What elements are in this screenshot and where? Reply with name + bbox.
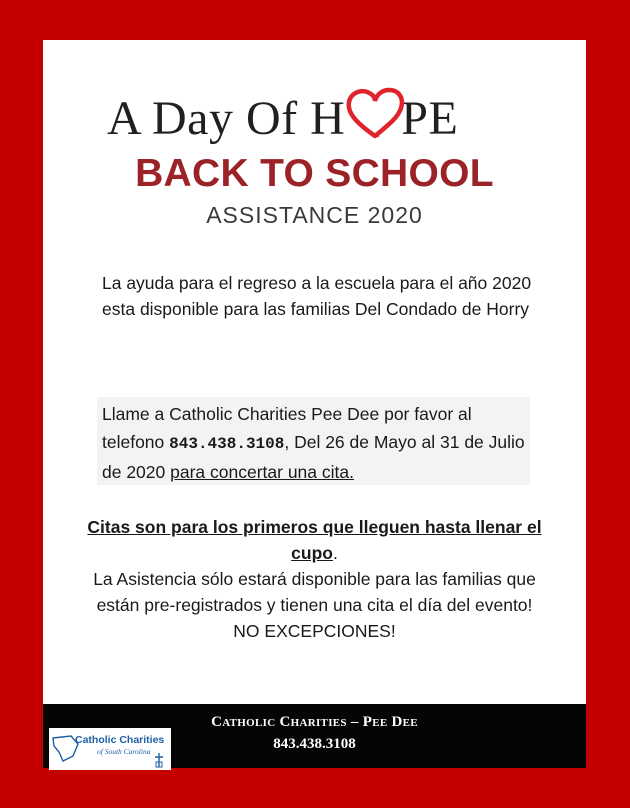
page-title: BACK TO SCHOOL [135,152,494,195]
notice-line-1: La Asistencia sólo estará disponible para las familias que están pre-registrados y tienen una cita el día del evento! [93,569,536,615]
cross-icon [153,752,165,768]
logo-text-start: A Day Of H [107,92,346,145]
logo-text-end: PE [401,92,459,145]
contact-lead: Llame a Catholic Charities Pee Dee por favor al telefono [102,404,472,452]
contact-cta: para concertar una cita. [170,462,354,482]
contact-paragraph [97,397,530,485]
a-day-of-hope-logo [107,84,507,146]
flyer-page [43,40,586,768]
notice-paragraph [73,514,556,644]
footer-bar [43,704,586,768]
logo-org-sub: of South Carolina [97,747,151,756]
footer-org-name: Catholic Charities – Pee Dee [211,714,418,730]
page-subtitle: ASSISTANCE 2020 [206,202,423,228]
notice-period: . [332,543,338,563]
contact-phone: 843.438.3108 [169,435,285,453]
catholic-charities-logo [49,728,171,770]
logo-org-name: Catholic Charities [75,734,165,746]
footer-phone: 843.438.3108 [273,736,356,752]
heart-icon [345,90,403,140]
notice-emphasis: Citas son para los primeros que lleguen hasta llenar el cupo [87,517,542,563]
notice-line-2: NO EXCEPCIONES! [233,621,396,641]
contact-dates: , Del 26 de Mayo al 31 de Julio de 2020 [102,432,525,482]
intro-paragraph: La ayuda para el regreso a la escuela para el año 2020 esta disponible para las familias Del Condado de Horry [102,273,532,319]
